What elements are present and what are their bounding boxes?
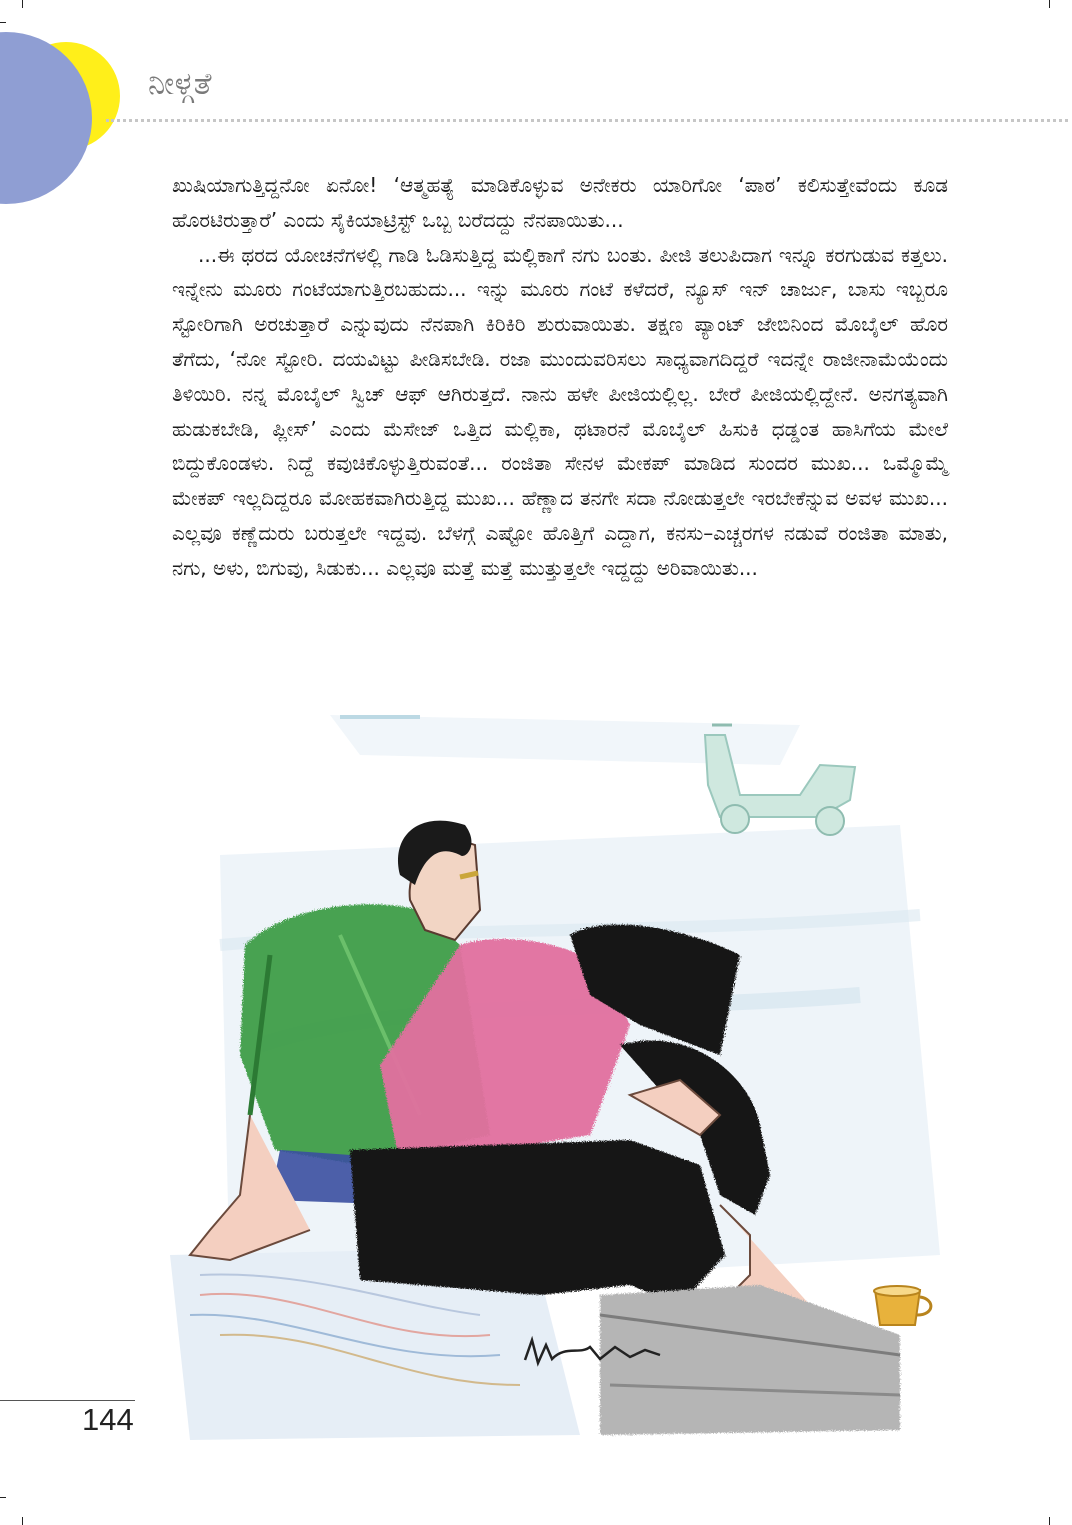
- stone-step: [600, 1285, 900, 1435]
- crop-mark-bottom-right: [1049, 1517, 1050, 1525]
- running-head: ನೀಳ್ಗತೆ: [148, 66, 212, 102]
- story-illustration: [160, 695, 960, 1440]
- crop-mark-bottom-left: [22, 1517, 23, 1525]
- header-dotted-rule: [106, 119, 1068, 122]
- story-text: [172, 168, 948, 586]
- tea-cup-icon: [874, 1286, 931, 1325]
- crop-mark-top-right: [1049, 0, 1050, 8]
- page-number-rule: [0, 1400, 135, 1401]
- paragraph: ...ಈ ಥರದ ಯೋಚನೆಗಳಲ್ಲಿ ಗಾಡಿ ಓಡಿಸುತ್ತಿದ್ದ ಮಲ್ಲಿಕಾಗೆ ನಗು ಬಂತು. ಪೀಜಿ ತಲುಪಿದಾಗ ಇನ್ನೂ ಕರಗುಡುವ ಕತ್ತಲು. ಇನ್ನೇನು ಮೂರು ಗಂಟೆಯಾಗುತ್ತಿರಬಹುದು... ಇನ್ನು ಮೂರು ಗಂಟೆ ಕಳೆದರೆ, ನ್ಯೂಸ್ ಇನ್ ಚಾರ್ಜು, ಬಾಸು ಇಬ್ಬರೂ ಸ್ಟೋರಿಗಾಗಿ ಅರಚುತ್ತಾರೆ ಎನ್ನುವುದು ನೆನಪಾಗಿ ಕಿರಿಕಿರಿ ಶುರುವಾಯಿತು. ತಕ್ಷಣ ಪ್ಯಾಂಟ್ ಜೇಬಿನಿಂದ ಮೊಬೈಲ್ ಹೊರ ತೆಗೆದು, ‘ನೋ ಸ್ಟೋರಿ. ದಯವಿಟ್ಟು ಪೀಡಿಸಬೇಡಿ. ರಜಾ ಮುಂದುವರಿಸಲು ಸಾಧ್ಯವಾಗದಿದ್ದರೆ ಇದನ್ನೇ ರಾಜೀನಾಮೆಯೆಂದು ತಿಳಿಯಿರಿ. ನನ್ನ ಮೊಬೈಲ್ ಸ್ವಿಚ್ ಆಫ್ ಆಗಿರುತ್ತದೆ. ನಾನು ಹಳೇ ಪೀಜಿಯಲ್ಲಿಲ್ಲ. ಬೇರೆ ಪೀಜಿಯಲ್ಲಿದ್ದೇನೆ. ಅನಗತ್ಯವಾಗಿ ಹುಡುಕಬೇಡಿ, ಪ್ಲೀಸ್’ ಎಂದು ಮೆಸೇಜ್ ಒತ್ತಿದ ಮಲ್ಲಿಕಾ, ಥಟಾರನೆ ಮೊಬೈಲ್ ಹಿಸುಕಿ ಧಡ್ಡಂತ ಹಾಸಿಗೆಯ ಮೇಲೆ ಬಿದ್ದುಕೊಂಡಳು. ನಿದ್ದೆ ಕವುಚಿಕೊಳ್ಳುತ್ತಿರುವಂತೆ... ರಂಜಿತಾ ಸೇನಳ ಮೇಕಪ್ ಮಾಡಿದ ಸುಂದರ ಮುಖ... ಒಮ್ಮೊಮ್ಮೆ ಮೇಕಪ್ ಇಲ್ಲದಿದ್ದರೂ ಮೋಹಕವಾಗಿರುತ್ತಿದ್ದ ಮುಖ... ಹೆಣ್ಣಾದ ತನಗೇ ಸದಾ ನೋಡುತ್ತಲೇ ಇರಬೇಕೆನ್ನುವ ಅವಳ ಮುಖ... ಎಲ್ಲವೂ ಕಣ್ಣೆದುರು ಬರುತ್ತಲೇ ಇದ್ದವು. ಬೆಳಗ್ಗೆ ಎಷ್ಟೋ ಹೊತ್ತಿಗೆ ಎದ್ದಾಗ, ಕನಸು–ಎಚ್ಚರಗಳ ನಡುವೆ ರಂಜಿತಾ ಮಾತು, ನಗು, ಅಳು, ಬಿಗುವು, ಸಿಡುಕು... ಎಲ್ಲವೂ ಮತ್ತೆ ಮತ್ತೆ ಮುತ್ತುತ್ತಲೇ ಇದ್ದದ್ದು ಅರಿವಾಯಿತು...: [172, 242, 948, 580]
- paragraph: ಖುಷಿಯಾಗುತ್ತಿದ್ದನೋ ಏನೋ! ‘ಆತ್ಮಹತ್ಯೆ ಮಾಡಿಕೊಳ್ಳುವ ಅನೇಕರು ಯಾರಿಗೋ ‘ಪಾಠ’ ಕಲಿಸುತ್ತೇವೆಂದು ಕೂಡ ಹೊರಟಿರುತ್ತಾರೆ’ ಎಂದು ಸೈಕಿಯಾಟ್ರಿಸ್ಟ್ ಒಬ್ಬ ಬರೆದದ್ದು ನೆನಪಾಯಿತು...: [172, 173, 948, 232]
- crop-mark-bottom-left-h: [0, 1497, 6, 1498]
- corner-circles-decoration: [0, 0, 130, 210]
- page-number: 144: [82, 1402, 134, 1437]
